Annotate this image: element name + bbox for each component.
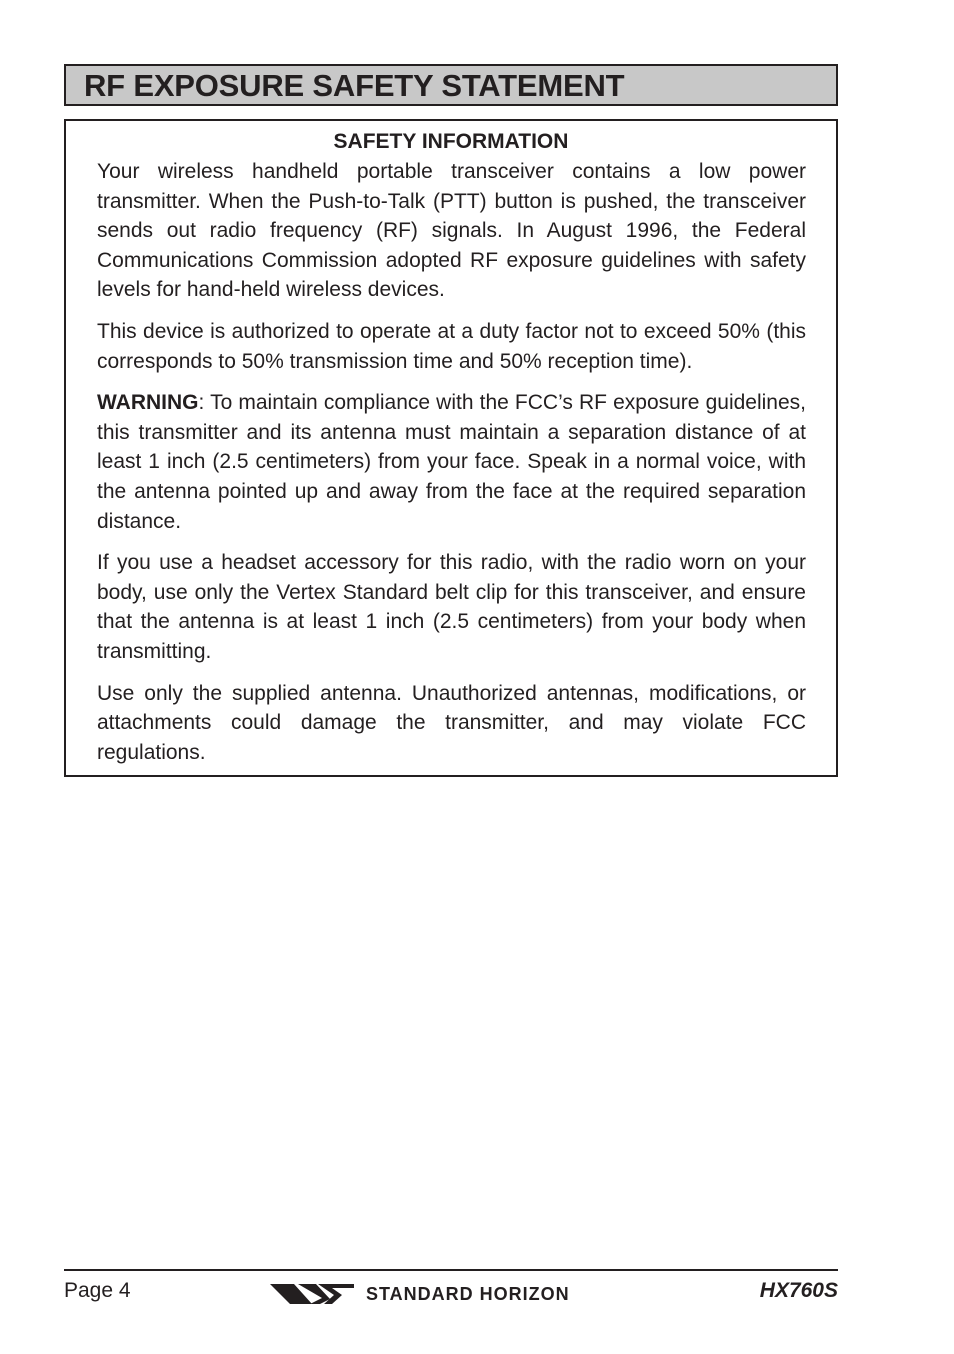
warning-text: : To maintain compliance with the FCC’s RF exposure guidelines, this transmitter and its antenna must maintain a separation distance of at least 1 inch (2.5 centimeters) from your face. Speak in a normal voice, with the antenna pointed up and away from the face at the required separation distance. [97,391,806,533]
paragraph-duty-factor: This device is authorized to operate at a duty factor not to exceed 50% (this corresponds to 50% transmission time and 50% reception time). [97,319,806,373]
paragraph-warning [97,388,806,536]
section-title: RF EXPOSURE SAFETY STATEMENT [84,68,625,103]
brand-name: STANDARD HORIZON [366,1284,570,1304]
warning-label: WARNING [97,391,199,415]
footer-rule [64,1269,838,1271]
model-name: HX760S [759,1279,838,1302]
standard-horizon-logo-icon [270,1281,356,1307]
brand-logo [270,1279,570,1309]
box-content [97,157,806,767]
section-title-bar [64,64,838,106]
paragraph-headset: If you use a headset accessory for this radio, with the radio worn on your body, use only the Vertex Standard belt clip for this transceiver, and ensure that the antenna is at least 1 inch (2.5 centimeters) from your body when transmitting. [97,551,806,663]
page-number: Page 4 [64,1279,131,1302]
paragraph-intro: Your wireless handheld portable transceiver contains a low power transmitter. When the Push-to-Talk (PTT) button is pushed, the transceiver sends out radio frequency (RF) signals. In August 1996, the Federal Communications Commission adopted RF exposure guidelines with safety levels for hand-held wireless devices. [97,160,806,302]
box-title: SAFETY INFORMATION [333,130,569,153]
paragraph-antenna: Use only the supplied antenna. Unauthorized antennas, modifications, or attachments could damage the transmitter, and may violate FCC regulations. [97,681,806,764]
safety-info-box [64,119,838,777]
